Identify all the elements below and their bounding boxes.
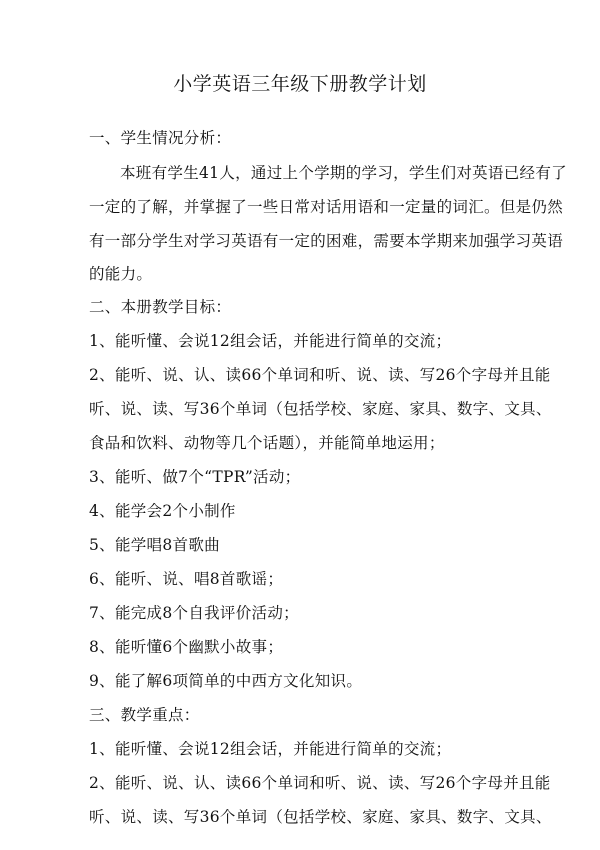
list-item: 2、能听、说、认、读66个单词和听、说、读、写26个字母并且能 [89,366,551,384]
paragraph-line: 本班有学生41人，通过上个学期的学习，学生们对英语已经有了 [120,164,567,182]
section-heading-teaching-goals: 二、本册教学目标： [89,298,232,316]
list-item: 5、能学唱8首歌曲 [89,536,220,554]
section-heading-student-analysis: 一、学生情况分析： [89,129,232,147]
list-item: 2、能听、说、认、读66个单词和听、说、读、写26个字母并且能 [89,774,551,792]
paragraph-line: 有一部分学生对学习英语有一定的困难，需要本学期来加强学习英语 [89,232,564,250]
list-item-continuation: 食品和饮料、动物等几个话题），并能简单地运用； [89,434,445,452]
section-heading-teaching-focus: 三、教学重点： [89,706,200,724]
list-item-continuation: 听、说、读、写36个单词（包括学校、家庭、家具、数字、文具、 [89,400,552,418]
list-item: 7、能完成8个自我评价活动； [89,604,299,622]
document-title: 小学英语三年级下册教学计划 [173,73,427,95]
list-item: 8、能听懂6个幽默小故事； [89,638,284,656]
list-item: 3、能听、做7个“TPR”活动； [89,468,301,486]
list-item: 4、能学会2个小制作 [89,502,236,520]
list-item-continuation: 听、说、读、写36个单词（包括学校、家庭、家具、数字、文具、 [89,808,552,826]
list-item: 1、能听懂、会说12组会话，并能进行简单的交流； [89,332,452,350]
paragraph-line: 的能力。 [89,265,153,283]
list-item: 6、能听、说、唱8首歌谣； [89,570,284,588]
paragraph-line: 一定的了解，并掌握了一些日常对话用语和一定量的词汇。但是仍然 [89,198,564,216]
list-item: 1、能听懂、会说12组会话，并能进行简单的交流； [89,740,452,758]
list-item: 9、能了解6项简单的中西方文化知识。 [89,672,363,690]
